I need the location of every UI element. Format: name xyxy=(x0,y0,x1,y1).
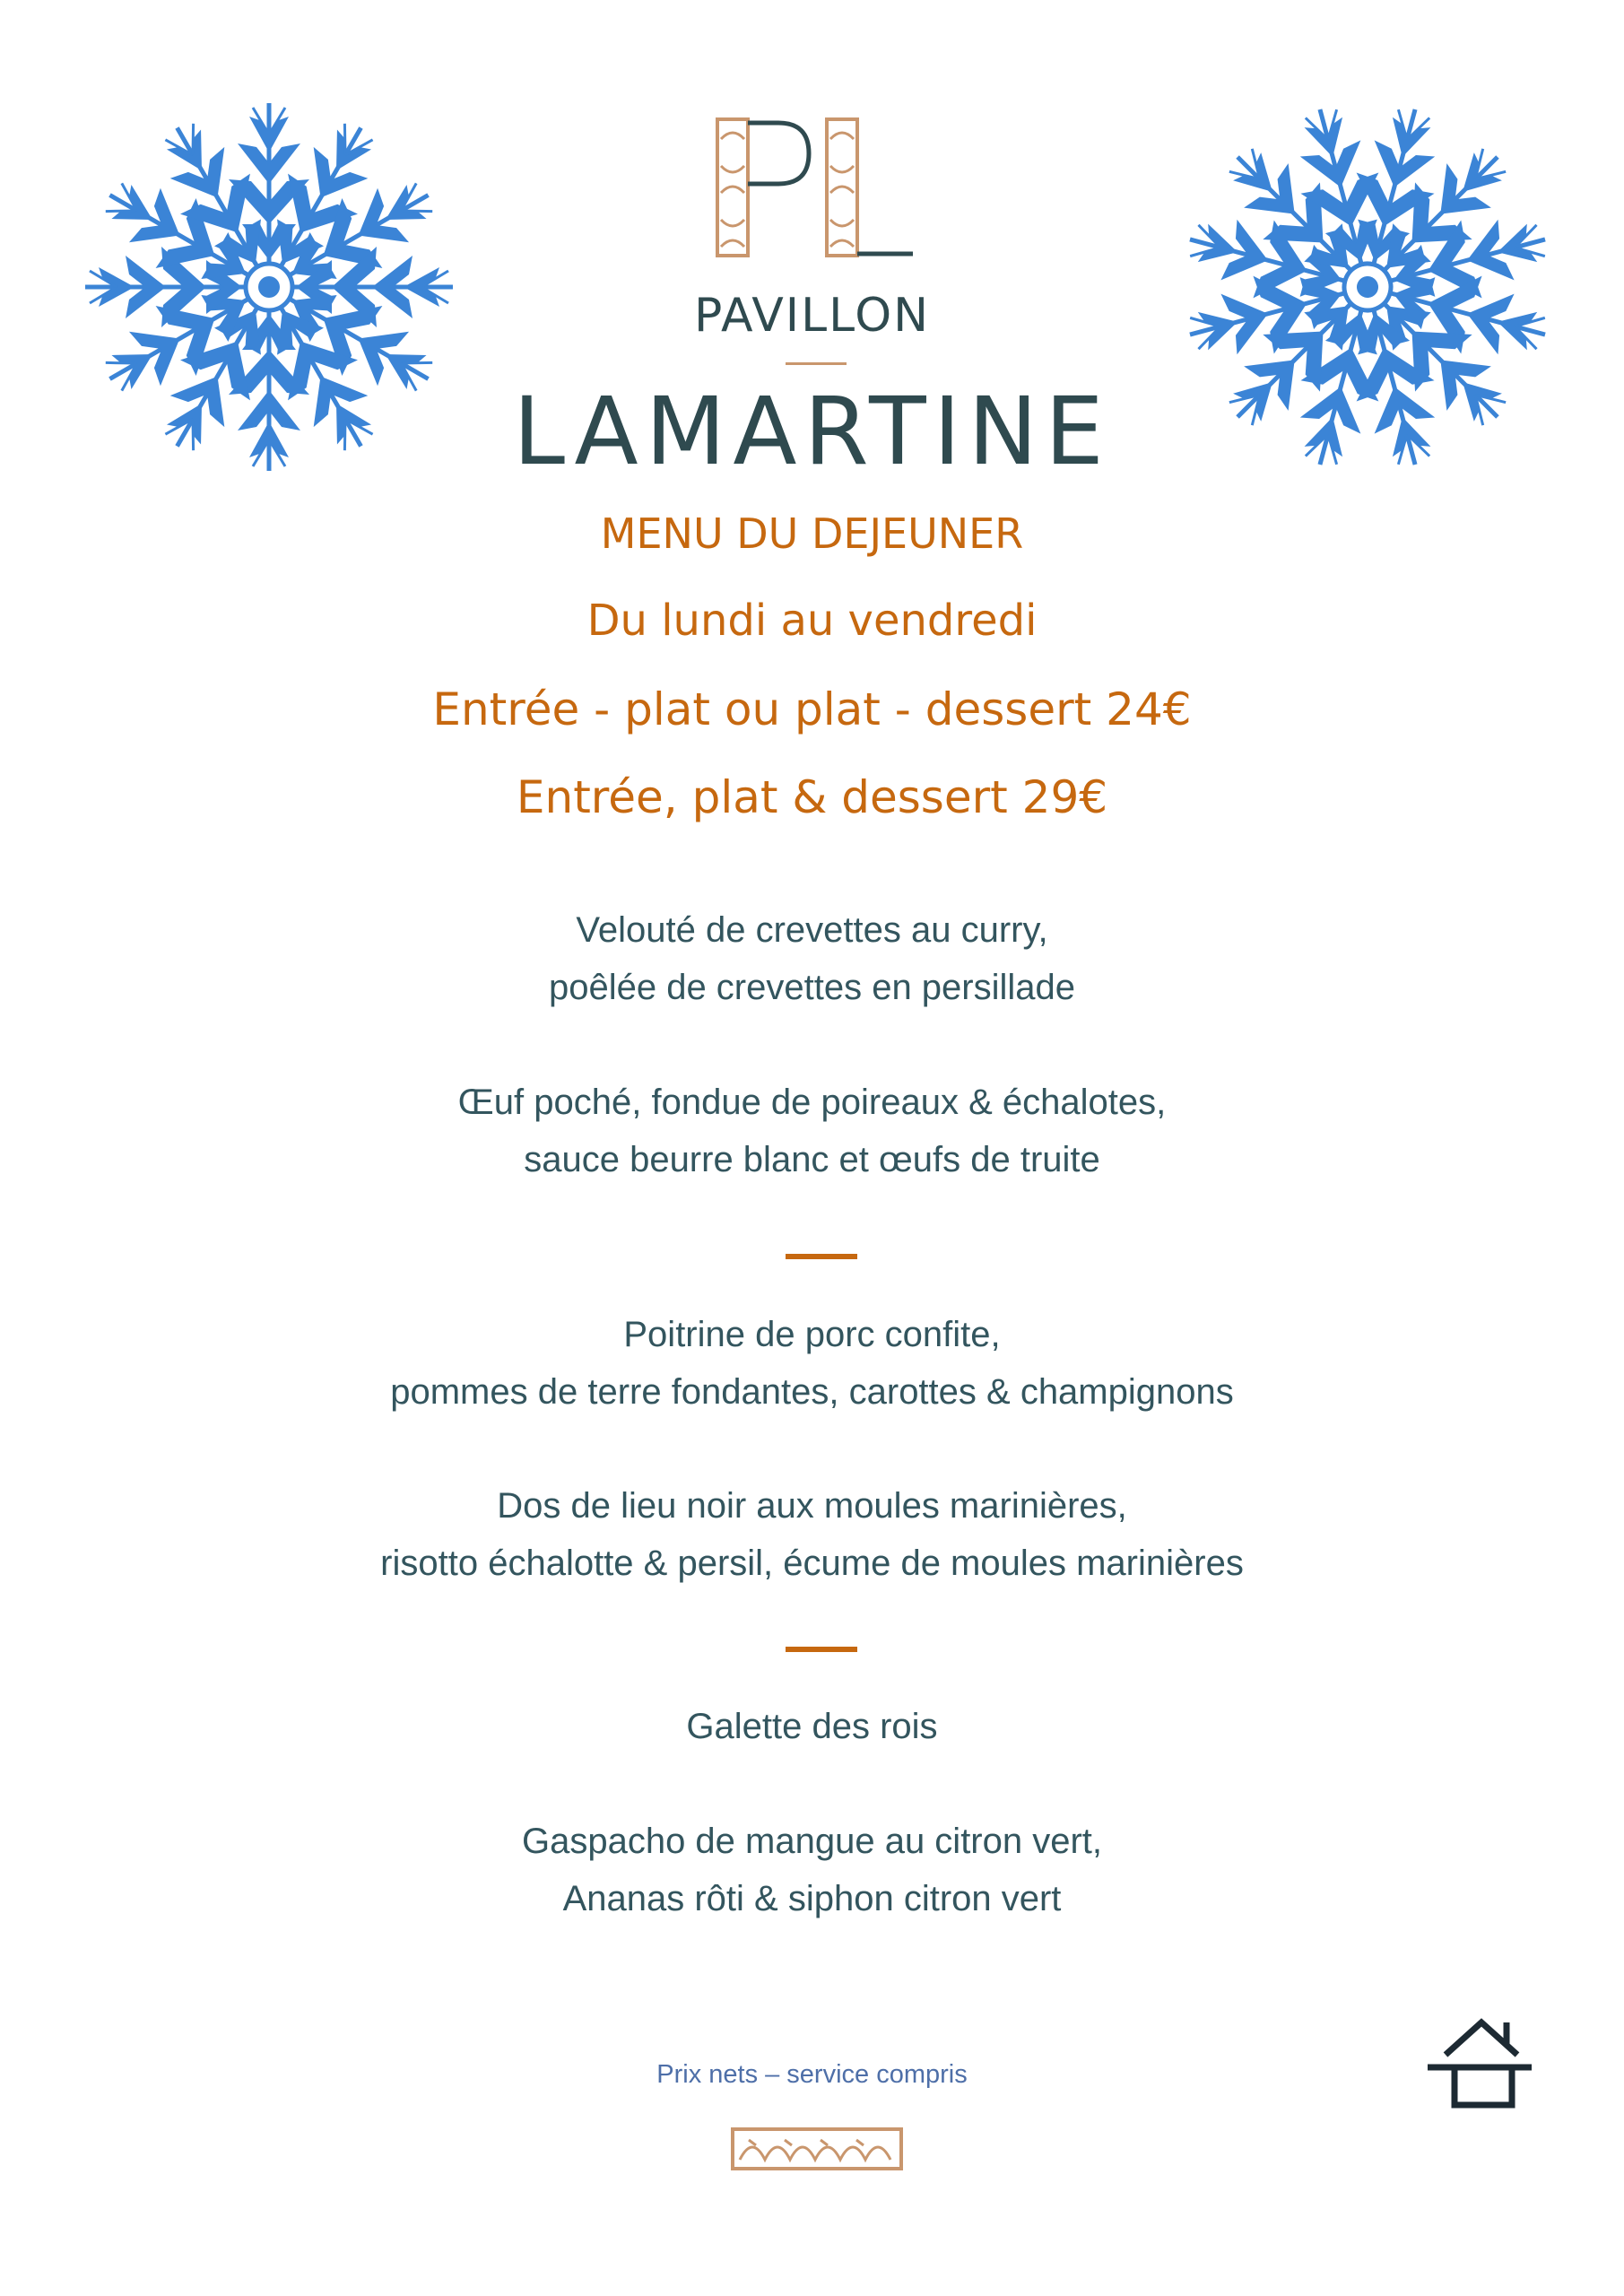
starter-1-line-1: Velouté de crevettes au curry, xyxy=(576,910,1048,950)
menu-title: MENU DU DEJEUNER xyxy=(600,509,1024,558)
brand-name-top: PAVILLON xyxy=(693,289,931,343)
main-2 xyxy=(0,1477,1624,1592)
dessert-2 xyxy=(0,1813,1624,1927)
footer-note: Prix nets – service compris xyxy=(656,2060,968,2089)
dessert-1-line-1: Galette des rois xyxy=(686,1707,938,1746)
main-1-line-1: Poitrine de porc confite, xyxy=(623,1315,1001,1354)
main-2-line-1: Dos de lieu noir aux moules marinières, xyxy=(497,1486,1127,1526)
home-icon xyxy=(1426,2013,1533,2112)
menu-price-option-1: Entrée - plat ou plat - dessert 24€ xyxy=(432,683,1192,735)
course-separator-1 xyxy=(786,1254,857,1259)
starter-2-line-1: Œuf poché, fondue de poireaux & échalotes, xyxy=(457,1083,1167,1122)
brand-divider xyxy=(786,362,847,365)
starter-2-line-2: sauce beurre blanc et œufs de truite xyxy=(524,1140,1100,1179)
brand-name-main: LAMARTINE xyxy=(513,377,1111,486)
starter-1 xyxy=(0,901,1624,1016)
main-2-line-2: risotto échalotte & persil, écume de moules marinières xyxy=(380,1544,1244,1583)
main-1 xyxy=(0,1306,1624,1421)
starter-1-line-2: poêlée de crevettes en persillade xyxy=(548,968,1076,1007)
menu-price-option-2: Entrée, plat & dessert 29€ xyxy=(516,771,1108,823)
menu-days: Du lundi au vendredi xyxy=(586,596,1038,646)
ornament-tile xyxy=(731,2127,903,2170)
dessert-2-line-2: Ananas rôti & siphon citron vert xyxy=(562,1879,1062,1918)
main-1-line-2: pommes de terre fondantes, carottes & champignons xyxy=(390,1372,1234,1412)
course-separator-2 xyxy=(786,1647,857,1652)
starter-2 xyxy=(0,1074,1624,1188)
logo-monogram xyxy=(708,112,924,265)
dessert-2-line-1: Gaspacho de mangue au citron vert, xyxy=(521,1822,1103,1861)
dessert-1 xyxy=(0,1698,1624,1755)
